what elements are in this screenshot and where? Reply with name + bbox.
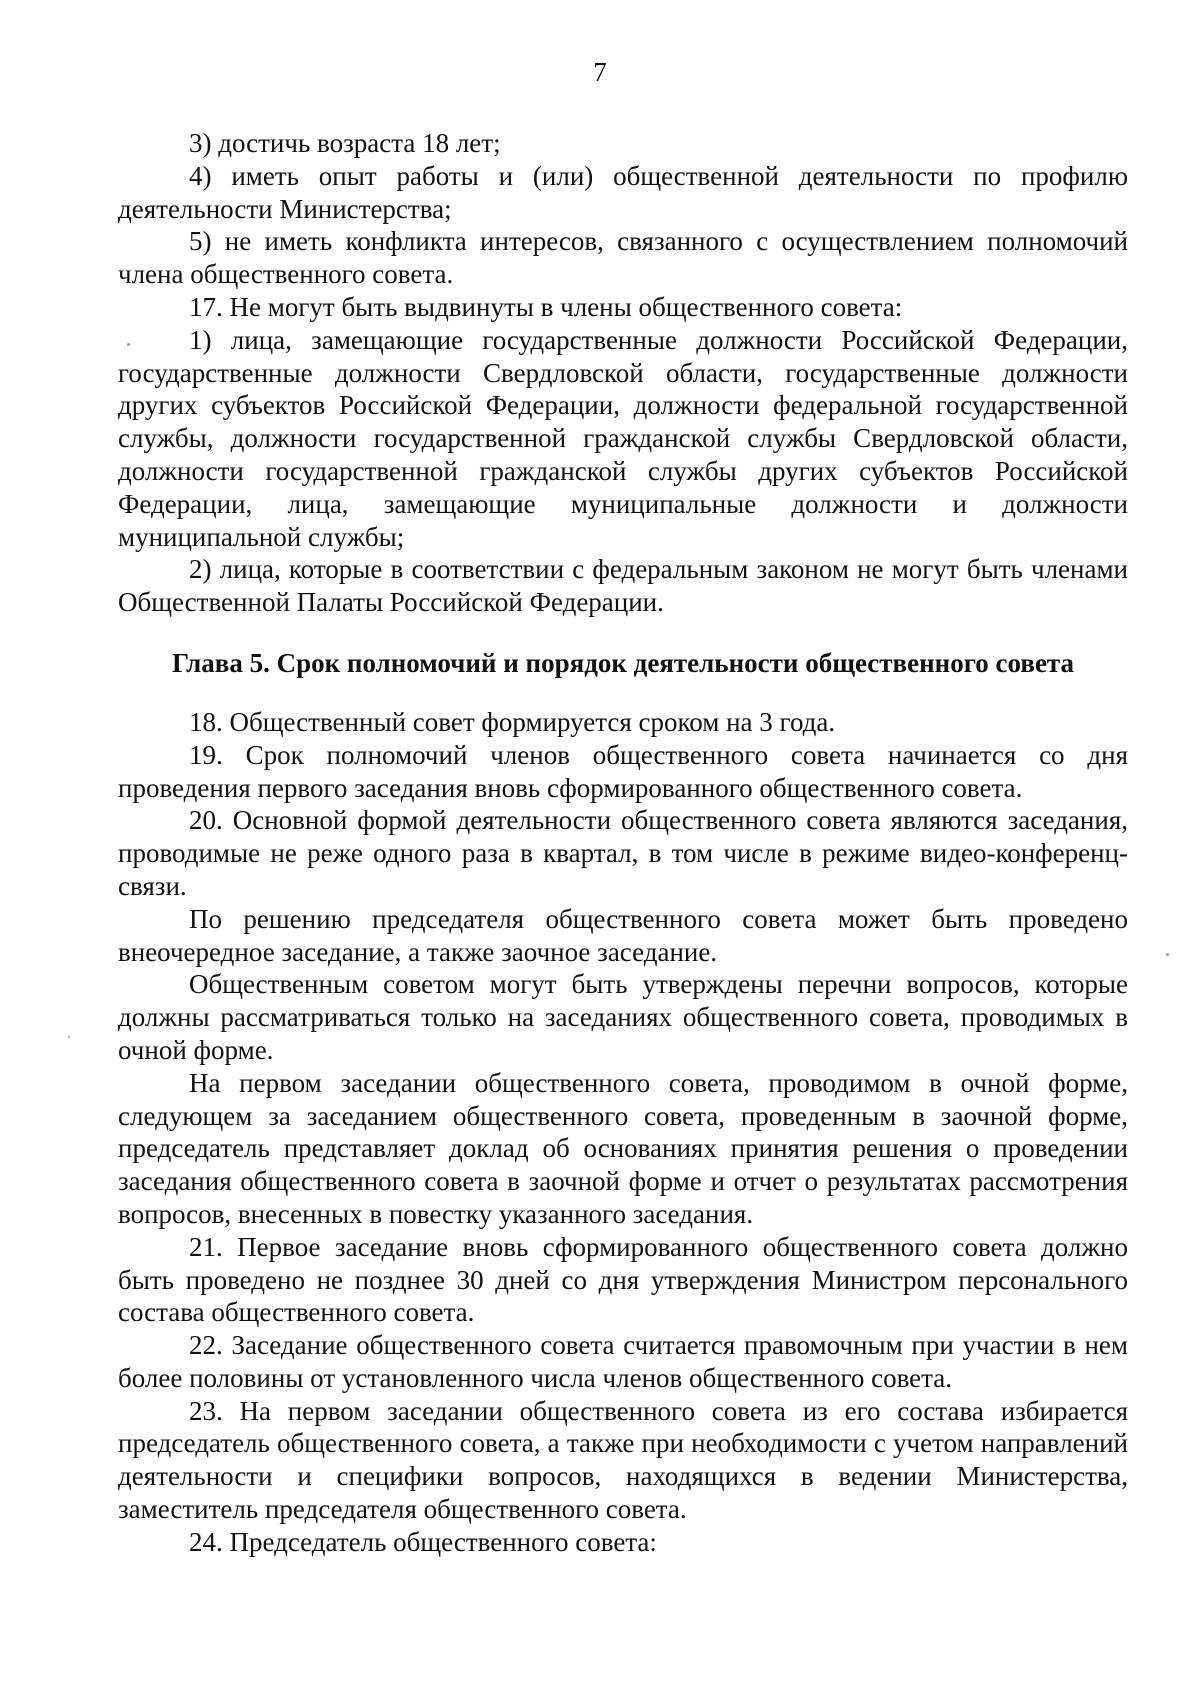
paragraph: 21. Первое заседание вновь сформированного общественного совета должно быть проведено не позднее 30 дней со дня утверждения Министром персонального состава общественного совета. [118,1231,1128,1328]
scan-speck [127,343,130,346]
paragraph: 23. На первом заседании общественного совета из его состава избирается председатель общественного совета, а также при необходимости с учетом направлений деятельности и специфики вопросов, находящихся в ведении Министерства, заместитель председателя общественного совета. [118,1395,1128,1525]
paragraph: 5) не иметь конфликта интересов, связанного с осуществлением полномочий члена общественного совета. [118,226,1128,290]
paragraph: 19. Срок полномочий членов общественного совета начинается со дня проведения первого заседания вновь сформированного общественного совета. [118,739,1128,803]
paragraph: По решению председателя общественного совета может быть проведено внеочередное заседание, а также заочное заседание. [118,903,1128,967]
scan-speck [1166,953,1169,956]
paragraph: 20. Основной формой деятельности общественного совета являются заседания, проводимые не реже одного раза в квартал, в том числе в режиме видео-конференц-связи. [118,805,1128,901]
paragraph: Общественным советом могут быть утверждены перечни вопросов, которые должны рассматриваться только на заседаниях общественного совета, проводимых в очной форме. [118,969,1128,1065]
scan-speck [68,1036,70,1038]
paragraph: 18. Общественный совет формируется сроком на 3 года. [189,706,836,737]
page-number: 7 [593,57,607,87]
paragraph: 4) иметь опыт работы и (или) общественной деятельности по профилю деятельности Министерства; [118,160,1128,224]
paragraph: 22. Заседание общественного совета считается правомочным при участии в нем более половины от установленного числа членов общественного совета. [118,1330,1128,1393]
document-body [118,127,1128,1559]
paragraph: 24. Председатель общественного совета: [189,1526,657,1557]
paragraph: 3) достичь возраста 18 лет; [189,128,501,158]
paragraph: На первом заседании общественного совета, проводимом в очной форме, следующем за заседанием общественного совета, проведенным в заочной форме, председатель представляет доклад об основаниях принятия решения о проведении заседания общественного совета в заочной форме и отчет о результатах рассмотрения вопросов, внесенных в повестку указанного заседания. [118,1067,1128,1229]
chapter-heading: Глава 5. Срок полномочий и порядок деятельности общественного совета [171,647,1075,678]
paragraph: 2) лица, которые в соответствии с федеральным законом не могут быть членами Общественной Палаты Российской Федерации. [118,554,1128,618]
paragraph: 1) лица, замещающие государственные должности Российской Федерации, государственные должности Свердловской области, государственные должности других субъектов Российской Федерации, должности федеральной государственной службы, должности государственной гражданской службы Свердловской области, должности государственной гражданской службы других субъектов Российской Федерации, лица, замещающие муниципальные должности и должности муниципальной службы; [118,324,1128,552]
paragraph: 17. Не могут быть выдвинуты в члены общественного совета: [189,291,903,322]
